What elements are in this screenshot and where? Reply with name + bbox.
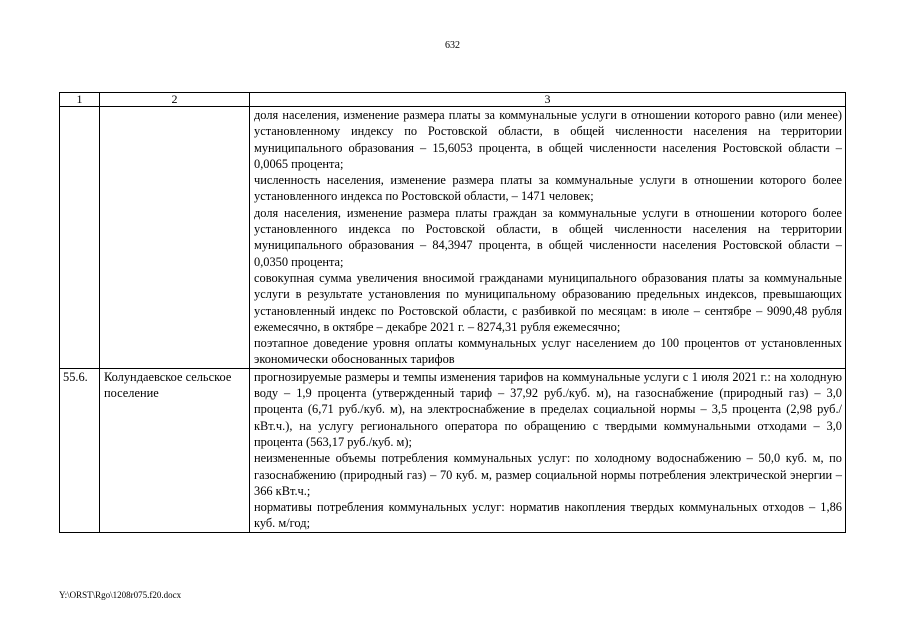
municipality-name-cell bbox=[100, 107, 250, 369]
indicators-cell bbox=[250, 368, 846, 532]
indicator-paragraph: нормативы потребления коммунальных услуг: норматив накопления твердых коммунальных отходов – 1,86 куб. м/год; bbox=[254, 500, 842, 531]
indicator-paragraph: численность населения, изменение размера платы за коммунальные услуги в отношении которого более установленного индекса по Ростовской области, – 1471 человек; bbox=[254, 173, 842, 204]
indicator-paragraph: доля населения, изменение размера платы за коммунальные услуги в отношении которого равно (или менее) установленному индексу по Ростовской области, в общей численности населения на территории муниципального образования – 15,6053 процента, в общей численности населения Ростовской области – 0,0065 процента; bbox=[254, 108, 842, 171]
indicator-paragraph: совокупная сумма увеличения вносимой гражданами муниципального образования платы за коммунальные услуги в результате установления по муниципальному образованию предельных индексов, превышающих установленный индекс по Ростовской области, с разбивкой по месяцам: в июле – сентябре – 9090,48 рубля ежемесячно, в октябре – декабре 2021 г. – 8274,31 рубля ежемесячно; bbox=[254, 270, 842, 334]
municipality-name-cell: Колундаевское сельское поселение bbox=[100, 368, 250, 532]
indicator-paragraph: доля населения, изменение размера платы граждан за коммунальные услуги в отношении которого более установленного индекса по Ростовской области, в общей численности населения на территории муниципального образования – 84,3947 процента, в общей численности населения Ростовской области – 0,0350 процента; bbox=[254, 205, 842, 269]
file-path-footer: Y:\ORST\Rgo\1208r075.f20.docx bbox=[59, 590, 182, 600]
table-header-row bbox=[60, 93, 846, 107]
header-cell-3: 3 bbox=[250, 93, 846, 107]
row-number-cell bbox=[60, 107, 100, 369]
row-number-cell: 55.6. bbox=[60, 368, 100, 532]
table-row bbox=[60, 107, 846, 369]
indicator-paragraph: неизмененные объемы потребления коммунальных услуг: по холодному водоснабжению – 50,0 куб. м, по газоснабжению (природный газ) – 70 куб. м, размер социальной нормы потребления электрической энергии – 366 кВт.ч.; bbox=[254, 451, 842, 498]
indicator-paragraph: поэтапное доведение уровня оплаты коммунальных услуг населением до 100 процентов от установленных экономически обоснованных тарифов bbox=[254, 336, 842, 367]
indicator-paragraph: прогнозируемые размеры и темпы изменения тарифов на коммунальные услуги с 1 июля 2021 г.: на холодную воду – 1,9 процента (утвержденный тариф – 37,92 руб./куб. м), на газоснабжение (природный газ) – 3,0 процента (6,71 руб./куб. м), на электроснабжение в пределах социальной нормы – 3,5 процента (2,98 руб./кВт.ч.), на услугу регионального оператора по обращению с твердыми коммунальными отходами – 3,0 процента (563,17 руб./куб. м); bbox=[254, 369, 842, 449]
header-cell-2: 2 bbox=[100, 93, 250, 107]
table-row bbox=[60, 368, 846, 532]
document-table bbox=[59, 92, 846, 533]
page-number: 632 bbox=[445, 40, 460, 51]
indicators-cell bbox=[250, 107, 846, 369]
header-cell-1: 1 bbox=[60, 93, 100, 107]
